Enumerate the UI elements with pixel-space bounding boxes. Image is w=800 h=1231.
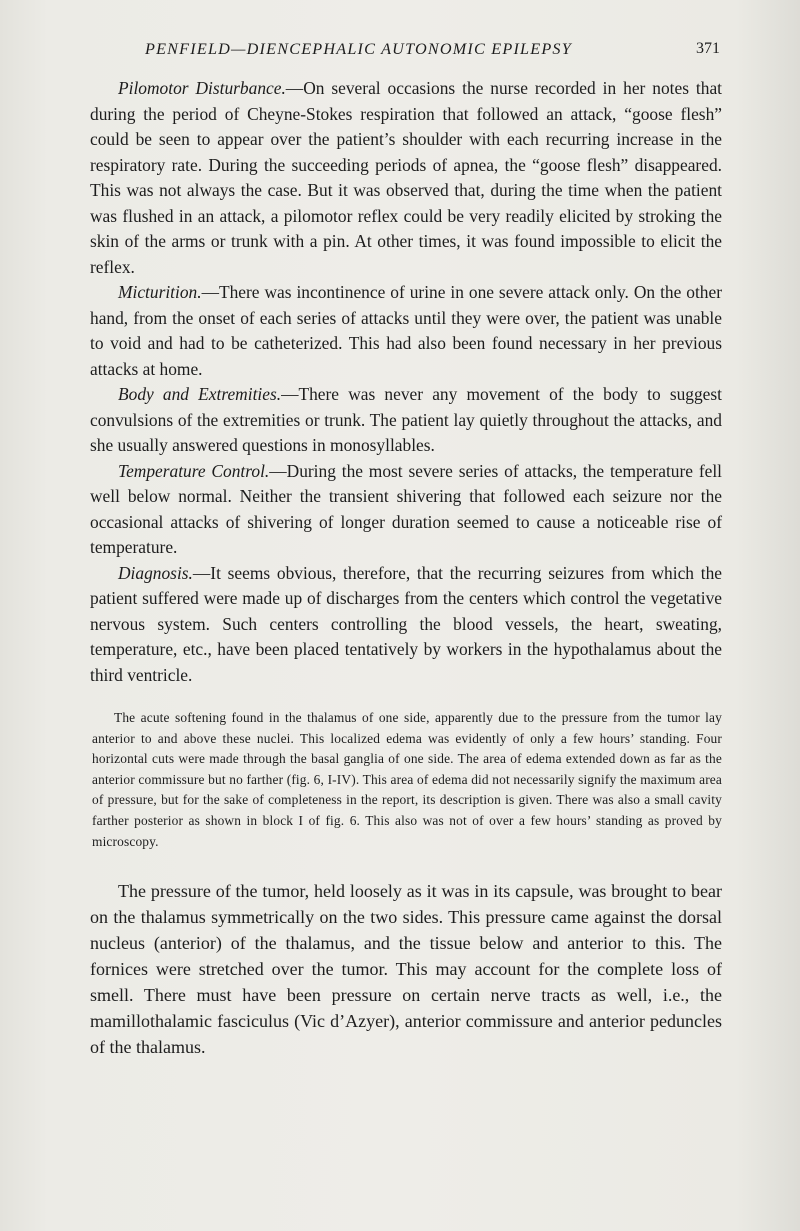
paragraph-lead: Micturition. <box>118 282 202 302</box>
small-print-note <box>92 708 722 852</box>
paragraph-pilomotor <box>90 76 722 280</box>
paragraph-text: —There was never any movement of the body to suggest convulsions of the extremities or trunk. The patient lay quietly throughout the attacks, and she usually answered questions in monosyllables. <box>90 384 722 455</box>
body-text <box>90 76 722 1060</box>
running-head-title: PENFIELD—DIENCEPHALIC AUTONOMIC EPILEPSY <box>145 40 572 58</box>
paragraph-lead: Temperature Control. <box>118 460 270 481</box>
paragraph-micturition <box>90 280 722 382</box>
paragraph-text: —On several occasions the nurse recorded in her notes that during the period of Cheyne-Stokes respiration that followed an attack, “goose flesh” could be seen to appear over the patient’s shoulder with each recurring increase in the respiratory rate. During the succeeding periods of apnea, the “goose flesh” disappeared. This was not always the case. But it was observed that, during the time when the patient was flushed in an attack, a pilomotor reflex could be very readily elicited by stroking the skin of the arms or trunk with a pin. At other times, it was found impossible to elicit the reflex. <box>90 78 722 277</box>
final-paragraph: The pressure of the tumor, held loosely as it was in its capsule, was brought to bear on the thalamus symmetrically on the two sides. This pressure came against the dorsal nucleus (anterior) of the thalamus, and the tissue below and anterior to this. The fornices were stretched over the tumor. This may account for the complete loss of smell. There must have been pressure on certain nerve tracts as well, i.e., the mamillothalamic fasciculus (Vic d’Azyer), anterior commissure and anterior peduncles of the thalamus. <box>90 881 722 1058</box>
paragraph-lead: Body and Extremities. <box>118 384 282 404</box>
paragraph-lead: Pilomotor Disturbance. <box>118 78 286 98</box>
page-number: 371 <box>696 40 720 57</box>
paragraph-text: —It seems obvious, therefore, that the recurring seizures from which the patient suffered were made up of discharges from the centers which control the vegetative nervous system. Such centers controlling the blood vessels, the heart, sweating, temperature, etc., have been placed tentatively by workers in the hypothalamus about the third ventricle. <box>90 562 722 685</box>
paragraph-temperature-control <box>90 459 722 561</box>
paragraph-text: —During the most severe series of attacks, the temperature fell well below normal. Neither the transient shivering that followed each seizure nor the occasional attacks of shivering of longer duration seemed to cause a noticeable rise of temperature. <box>90 460 723 557</box>
paragraph-lead: Diagnosis. <box>118 562 193 583</box>
paragraph-diagnosis <box>90 561 722 689</box>
final-section <box>90 878 722 1060</box>
running-head <box>145 40 720 64</box>
paragraph-body-extremities <box>90 382 722 459</box>
paragraph-text: —There was incontinence of urine in one severe attack only. On the other hand, from the onset of each series of attacks until they were over, the patient was unable to void and had to be catheterized. This had also been found necessary in her previous attacks at home. <box>90 282 722 379</box>
small-print-paragraph: The acute softening found in the thalamus of one side, apparently due to the pressure from the tumor lay anterior to and above these nuclei. This localized edema was evidently of only a few hours’ standing. Four horizontal cuts were made through the basal ganglia of one side. The area of edema extended down as far as the anterior commissure but no farther (fig. 6, I-IV). This area of edema did not necessarily signify the maximum area of pressure, but for the sake of completeness in the report, its description is given. There was also a small cavity farther posterior as shown in block I of fig. 6. This also was not of over a few hours’ standing as proved by microscopy. <box>92 710 722 849</box>
